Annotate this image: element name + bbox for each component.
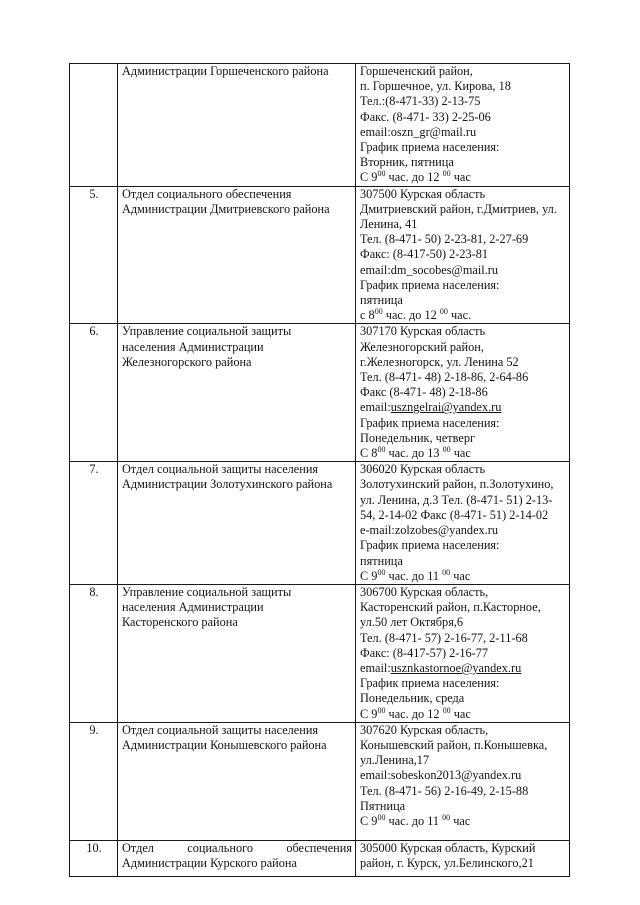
hours-from: с 8 bbox=[360, 308, 375, 323]
contact-line: Горшеченский район, bbox=[360, 64, 473, 78]
table-row bbox=[70, 64, 570, 187]
contact-line: Факс: (8-417-57) 2-16-77 bbox=[360, 645, 489, 660]
hours-to: час. до 11 bbox=[388, 813, 440, 828]
contact-line: Тел.:(8-471-33) 2-13-75 bbox=[360, 94, 481, 109]
hours-from-minutes: 00 bbox=[377, 567, 386, 577]
contact-line: 307500 Курская область bbox=[360, 186, 486, 201]
contact-line: 307170 Курская область bbox=[360, 324, 486, 339]
contact-line: График приема населения: bbox=[360, 277, 500, 292]
email-prefix: email: bbox=[360, 400, 391, 415]
organization-line: Управление социальной защиты bbox=[122, 584, 292, 599]
organization-cell bbox=[118, 324, 356, 462]
organization-line bbox=[122, 841, 352, 856]
hours-from: С 9 bbox=[360, 706, 378, 721]
organization-line: населения Администрации bbox=[122, 600, 264, 615]
organization-word: социального bbox=[187, 840, 253, 855]
reception-hours bbox=[360, 170, 566, 185]
contact-line: ул.50 лет Октября,6 bbox=[360, 615, 464, 630]
contact-line: Пятница bbox=[360, 798, 406, 813]
row-number: 7. bbox=[70, 462, 118, 585]
contact-line: Золотухинский район, п.Золотухино, bbox=[360, 477, 554, 492]
table-row bbox=[70, 584, 570, 722]
hours-from-minutes: 00 bbox=[377, 812, 386, 822]
hours-from: С 9 bbox=[360, 813, 378, 828]
hours-to: час. до 11 bbox=[388, 568, 440, 583]
contact-line: Понедельник, четверг bbox=[360, 430, 476, 445]
row-number bbox=[70, 64, 118, 187]
contact-line: График приема населения: bbox=[360, 538, 500, 553]
hours-to: час. до 13 bbox=[388, 446, 440, 461]
hours-from: С 8 bbox=[360, 446, 378, 461]
table-row bbox=[70, 840, 570, 876]
organization-line: Касторенского района bbox=[122, 615, 238, 630]
contact-line: Конышевский район, п.Конышевка, bbox=[360, 737, 548, 752]
table-row bbox=[70, 462, 570, 585]
contact-cell bbox=[356, 64, 570, 187]
hours-from-minutes: 00 bbox=[374, 307, 383, 317]
hours-unit: час. bbox=[450, 308, 472, 323]
contact-line: ул.Ленина,17 bbox=[360, 753, 430, 768]
organization-line: Отдел социальной защиты населения bbox=[122, 462, 319, 477]
email-line bbox=[360, 400, 566, 415]
organization-line: Администрации Золотухинского района bbox=[122, 477, 333, 492]
contact-cell bbox=[356, 584, 570, 722]
hours-to-minutes: 00 bbox=[439, 307, 448, 317]
contact-line: Касторенский район, п.Касторное, bbox=[360, 600, 541, 615]
hours-from-minutes: 00 bbox=[377, 169, 386, 179]
contact-line: Дмитриевский район, г.Дмитриев, ул. bbox=[360, 201, 557, 216]
hours-unit: час bbox=[453, 170, 471, 185]
organization-line: Железногорского района bbox=[122, 354, 252, 369]
contact-line: п. Горшечное, ул. Кирова, 18 bbox=[360, 79, 511, 94]
contact-line: пятница bbox=[360, 293, 403, 308]
contact-line: г.Железногорск, ул. Ленина 52 bbox=[360, 354, 519, 369]
contact-line: 54, 2-14-02 Факс (8-471- 51) 2-14-02 bbox=[360, 507, 549, 522]
organization-cell bbox=[118, 722, 356, 840]
hours-to-minutes: 00 bbox=[442, 812, 451, 822]
hours-from-minutes: 00 bbox=[377, 705, 386, 715]
reception-hours bbox=[360, 569, 566, 584]
hours-to: час. до 12 bbox=[388, 170, 440, 185]
organization-word: обеспечения bbox=[286, 840, 352, 855]
reception-hours bbox=[360, 308, 566, 323]
hours-to-minutes: 00 bbox=[442, 169, 451, 179]
hours-unit: час bbox=[453, 706, 471, 721]
contact-line: 305000 Курская область, Курский bbox=[360, 840, 536, 855]
hours-to-minutes: 00 bbox=[442, 445, 451, 455]
contact-line: район, г. Курск, ул.Белинского,21 bbox=[360, 855, 534, 870]
agencies-table bbox=[69, 63, 570, 877]
row-number: 10. bbox=[70, 840, 118, 876]
contact-line: График приема населения: bbox=[360, 140, 500, 155]
contact-cell bbox=[356, 722, 570, 840]
organization-line: Администрации Конышевского района bbox=[122, 737, 327, 752]
organization-line: Администрации Горшеченского района bbox=[122, 64, 329, 78]
email-prefix: email: bbox=[360, 660, 391, 675]
contact-line: ул. Ленина, д.3 Тел. (8-471- 51) 2-13- bbox=[360, 492, 553, 507]
hours-unit: час bbox=[453, 568, 471, 583]
contact-line: Понедельник, среда bbox=[360, 691, 465, 706]
organization-line: населения Администрации bbox=[122, 339, 264, 354]
row-number: 6. bbox=[70, 324, 118, 462]
contact-line: Тел. (8-471- 57) 2-16-77, 2-11-68 bbox=[360, 630, 528, 645]
contact-cell bbox=[356, 462, 570, 585]
hours-from: С 9 bbox=[360, 170, 378, 185]
email-link[interactable]: uszngelrai@yandex.ru bbox=[390, 400, 502, 415]
hours-from-minutes: 00 bbox=[377, 445, 386, 455]
email-line bbox=[360, 661, 566, 676]
contact-cell bbox=[356, 324, 570, 462]
contact-line: Ленина, 41 bbox=[360, 217, 418, 232]
hours-unit: час bbox=[453, 813, 471, 828]
organization-line: Администрации Дмитриевского района bbox=[122, 201, 330, 216]
contact-line: e-mail:zolzobes@yandex.ru bbox=[360, 523, 498, 538]
hours-to: час. до 12 bbox=[385, 308, 437, 323]
organization-cell bbox=[118, 64, 356, 187]
contact-line: Железногорский район, bbox=[360, 339, 484, 354]
contact-line: 306700 Курская область, bbox=[360, 584, 489, 599]
organization-cell bbox=[118, 840, 356, 876]
reception-hours bbox=[360, 707, 566, 722]
organization-line: Управление социальной защиты bbox=[122, 324, 292, 339]
organization-line: Отдел социальной защиты населения bbox=[122, 722, 319, 737]
table-row bbox=[70, 324, 570, 462]
contact-line: 306020 Курская область bbox=[360, 462, 486, 477]
contact-line: пятница bbox=[360, 553, 403, 568]
hours-from: С 9 bbox=[360, 568, 378, 583]
row-number: 5. bbox=[70, 186, 118, 324]
row-number: 8. bbox=[70, 584, 118, 722]
organization-line: Администрации Курского района bbox=[122, 855, 297, 870]
reception-hours bbox=[360, 814, 566, 829]
organization-cell bbox=[118, 462, 356, 585]
contact-line: email:oszn_gr@mail.ru bbox=[360, 124, 477, 139]
contact-line: Факс (8-471- 48) 2-18-86 bbox=[360, 385, 488, 400]
contact-cell bbox=[356, 186, 570, 324]
organization-cell bbox=[118, 584, 356, 722]
contact-line: График приема населения: bbox=[360, 676, 500, 691]
contact-line: Тел. (8-471- 48) 2-18-86, 2-64-86 bbox=[360, 370, 529, 385]
contact-line: Тел. (8-471- 50) 2-23-81, 2-27-69 bbox=[360, 232, 529, 247]
contact-line: Вторник, пятница bbox=[360, 155, 454, 170]
email-link[interactable]: usznkastornoe@yandex.ru bbox=[390, 660, 522, 675]
table-row bbox=[70, 186, 570, 324]
hours-unit: час bbox=[453, 446, 471, 461]
contact-line: Факс: (8-417-50) 2-23-81 bbox=[360, 247, 489, 262]
contact-line: График приема населения: bbox=[360, 415, 500, 430]
contact-line: Тел. (8-471- 56) 2-16-49, 2-15-88 bbox=[360, 783, 529, 798]
contact-cell bbox=[356, 840, 570, 876]
organization-line: Отдел социального обеспечения bbox=[122, 186, 292, 201]
table-row bbox=[70, 722, 570, 840]
organization-cell bbox=[118, 186, 356, 324]
hours-to-minutes: 00 bbox=[442, 705, 451, 715]
hours-to: час. до 12 bbox=[388, 706, 440, 721]
contact-line: Факс. (8-471- 33) 2-25-06 bbox=[360, 109, 491, 124]
organization-word: Отдел bbox=[122, 840, 154, 855]
contact-line: 307620 Курская область, bbox=[360, 722, 489, 737]
contact-line: email:sobeskon2013@yandex.ru bbox=[360, 768, 522, 783]
row-number: 9. bbox=[70, 722, 118, 840]
table-body bbox=[70, 64, 570, 877]
contact-line: email:dm_socobes@mail.ru bbox=[360, 262, 499, 277]
hours-to-minutes: 00 bbox=[442, 567, 451, 577]
reception-hours bbox=[360, 446, 566, 461]
